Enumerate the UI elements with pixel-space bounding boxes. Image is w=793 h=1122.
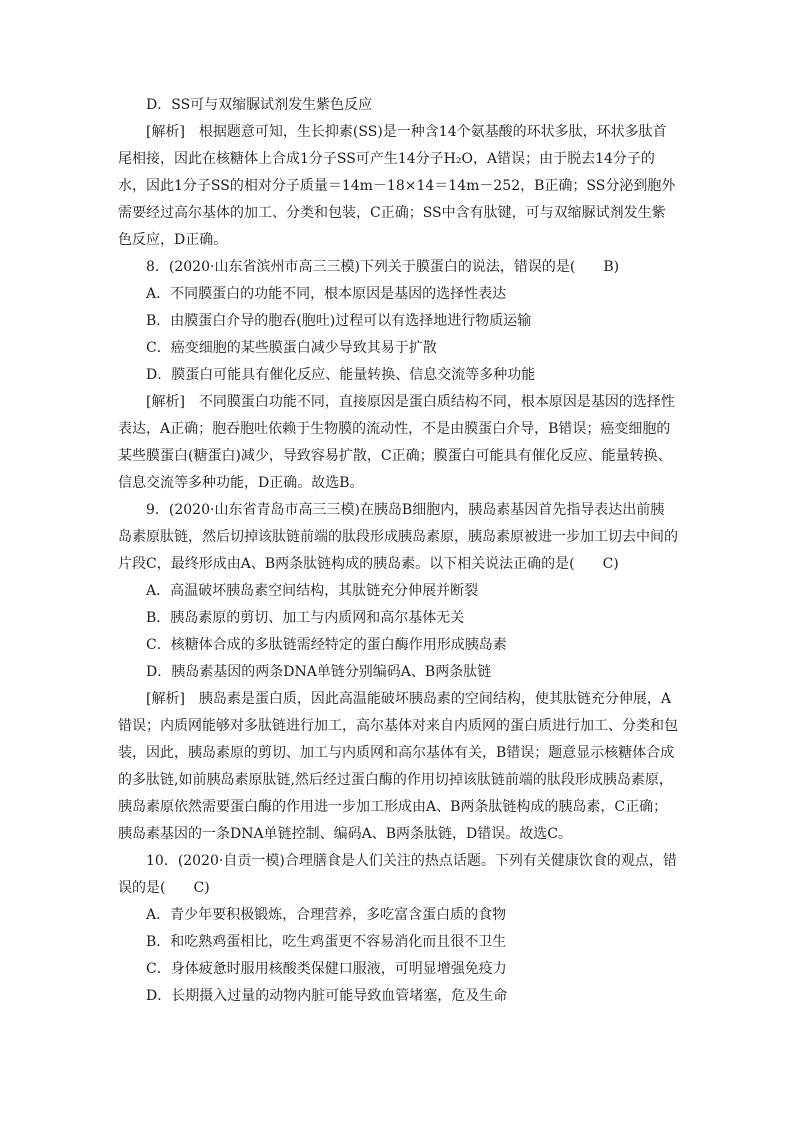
q10-answer: C: [193, 880, 205, 896]
q10-option-d: D．长期摄入过量的动物内脏可能导致血管堵塞，危及生命: [146, 988, 508, 1004]
q7-option-d: D．SS可与双缩脲试剂发生紫色反应: [146, 97, 373, 113]
q9-analysis: [解析] 胰岛素是蛋白质，因此高温能破坏胰岛素的空间结构，使其肽链充分伸展，A错误；内质网能够对多肽链进行加工，高尔基体对来自内质网的蛋白质进行加工、分类和包装，因此，胰岛素原的剪切、加工与内质网和高尔基体有关，B错误；题意显示核糖体合成的多肽链,如前胰岛素原肽链,然后经过蛋白酶的作用切掉该肽链前端的肽段形成胰岛素原，胰岛素原依然需要蛋白酶的作用进一步加工形成由A、B两条肽链构成的胰岛素，C正确；胰岛素基因的一条DNA单链控制、编码A、B两条肽链，D错误。故选C。: [118, 691, 678, 842]
q8-stem-close: ): [613, 259, 620, 275]
q9-answer: C: [602, 556, 614, 572]
q8-option-b: B．由膜蛋白介导的胞吞(胞吐)过程可以有选择地进行物质运输: [146, 313, 532, 329]
q8-option-d: D．膜蛋白可能具有催化反应、能量转换、信息交流等多种功能: [146, 367, 536, 383]
q10-stem-text: 10．(2020·自贡一模)合理膳食是人们关注的热点话题。下列有关健康饮食的观点，错误的是(: [118, 853, 677, 896]
q8-option-a: A．不同膜蛋白的功能不同，根本原因是基因的选择性表达: [146, 286, 507, 302]
q9-option-b: B．胰岛素原的剪切、加工与内质网和高尔基体无关: [146, 610, 465, 626]
q8-stem-text: 8．(2020·山东省滨州市高三三模)下列关于膜蛋白的说法，错误的是(: [146, 259, 576, 275]
q10-option-a: A．青少年要积极锻炼，合理营养，多吃富含蛋白质的食物: [146, 907, 507, 923]
q8-stem: [118, 254, 678, 281]
q8-option-c: C．癌变细胞的某些膜蛋白减少导致其易于扩散: [146, 340, 437, 356]
q9-option-a: A．高温破坏胰岛素空间结构，其肽链充分伸展并断裂: [146, 583, 479, 599]
q9-option-c: C．核糖体合成的多肽链需经特定的蛋白酶作用形成胰岛素: [146, 637, 507, 653]
q8-answer: B: [603, 259, 614, 275]
q9-stem: [118, 497, 678, 578]
q9-stem-close: ): [613, 556, 619, 572]
q8-analysis: [解析] 不同膜蛋白功能不同，直接原因是蛋白质结构不同，根本原因是基因的选择性表达，A正确；胞吞胞吐依赖于生物膜的流动性，不是由膜蛋白介导，B错误；癌变细胞的某些膜蛋白(糖蛋白)减少，导致容易扩散，C正确；膜蛋白可能具有催化反应、能量转换、信息交流等多种功能，D正确。故选B。: [118, 394, 675, 491]
q7-analysis: [解析] 根据题意可知，生长抑素(SS)是一种含14个氨基酸的环状多肽，环状多肽首尾相接，因此在核糖体上合成1分子SS可产生14分子H₂O，A错误；由于脱去14分子的水，因此1分子SS的相对分子质量＝14m－18×14＝14m－252，B正确；SS分泌到胞外需要经过高尔基体的加工、分类和包装，C正确；SS中含有肽键，可与双缩脲试剂发生紫色反应，D正确。: [118, 124, 676, 248]
q9-stem-text: 9．(2020·山东省青岛市高三三模)在胰岛B细胞内，胰岛素基因首先指导表达出前胰岛素原肽链，然后切掉该肽链前端的肽段形成胰岛素原，胰岛素原被进一步加工切去中间的片段C，最终形成由A、B两条肽链构成的胰岛素。以下相关说法正确的是(: [118, 502, 678, 572]
q10-option-b: B．和吃熟鸡蛋相比，吃生鸡蛋更不容易消化而且很不卫生: [146, 934, 507, 950]
q10-option-c: C．身体疲惫时服用核酸类保健口服液，可明显增强免疫力: [146, 961, 507, 977]
q9-option-d: D．胰岛素基因的两条DNA单链分别编码A、B两条肽链: [146, 664, 492, 680]
q10-stem: [118, 848, 678, 902]
q10-stem-close: ): [204, 880, 210, 896]
